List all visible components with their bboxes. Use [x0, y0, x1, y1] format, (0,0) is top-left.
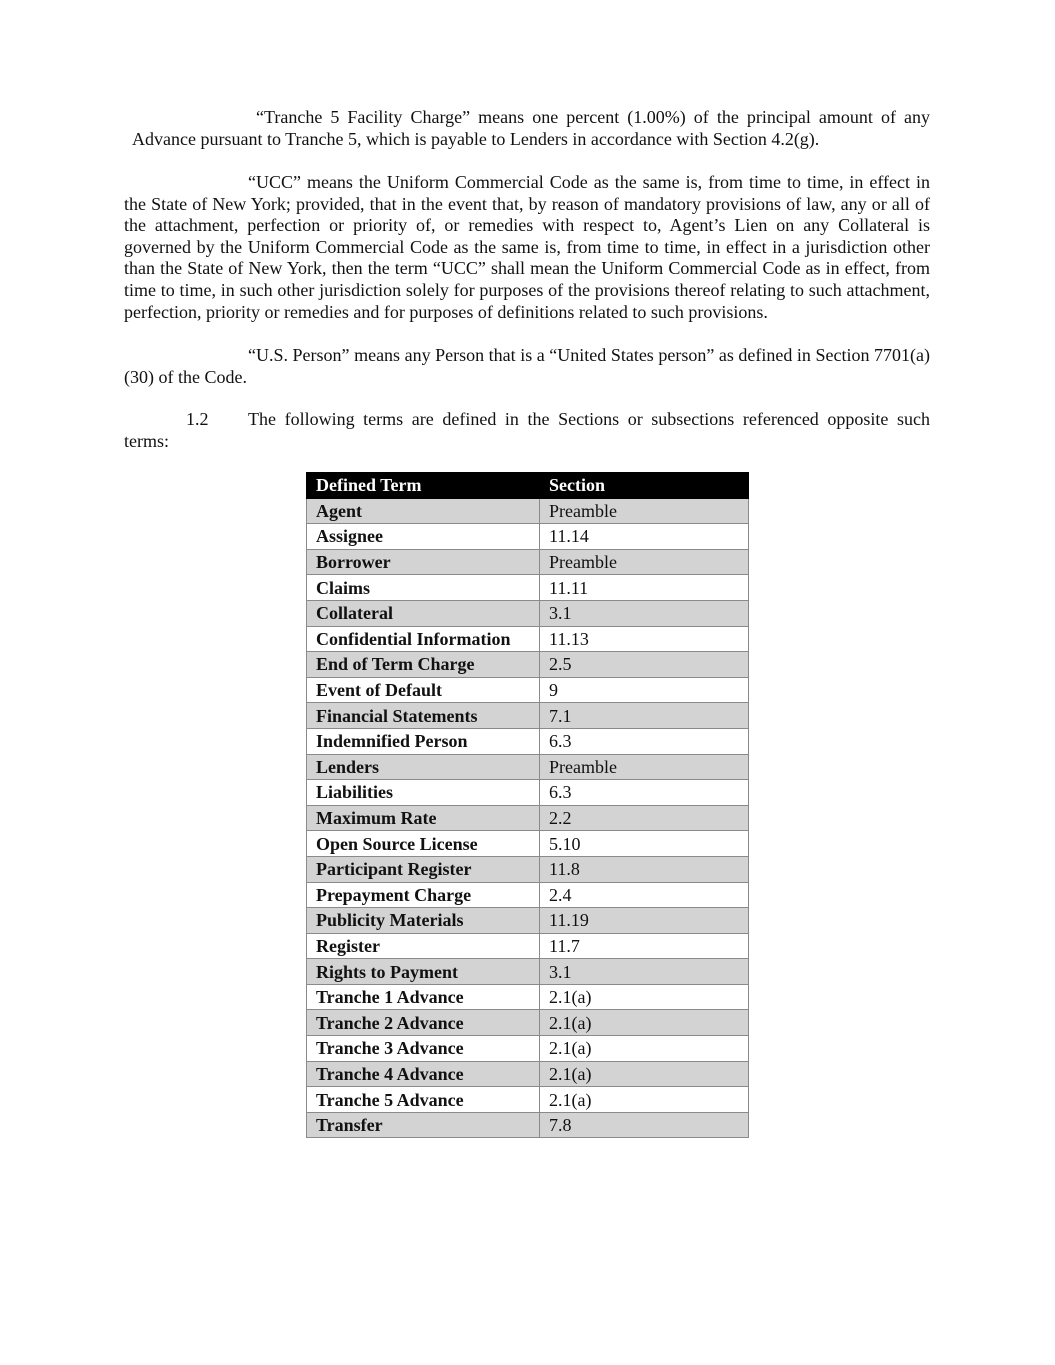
defined-term-cell: Event of Default	[307, 677, 540, 703]
section-cell: 7.8	[540, 1112, 749, 1138]
defined-term-cell: Collateral	[307, 600, 540, 626]
section-cell: 5.10	[540, 831, 749, 857]
section-cell: 7.1	[540, 703, 749, 729]
defined-term-cell: Tranche 3 Advance	[307, 1036, 540, 1062]
defined-term-cell: Tranche 5 Advance	[307, 1087, 540, 1113]
table-header-row	[307, 473, 749, 499]
table-row	[307, 600, 749, 626]
table-row	[307, 780, 749, 806]
section-cell: 9	[540, 677, 749, 703]
section-cell: Preamble	[540, 754, 749, 780]
section-cell: 2.2	[540, 805, 749, 831]
defined-term-cell: Prepayment Charge	[307, 882, 540, 908]
table-row	[307, 984, 749, 1010]
section-cell: 11.7	[540, 933, 749, 959]
defined-term-cell: Indemnified Person	[307, 728, 540, 754]
table-row	[307, 1061, 749, 1087]
defined-term-cell: Tranche 1 Advance	[307, 984, 540, 1010]
section-1-2-paragraph	[124, 409, 930, 452]
section-cell: Preamble	[540, 498, 749, 524]
section-cell: 3.1	[540, 600, 749, 626]
column-header-defined-term: Defined Term	[307, 473, 540, 499]
defined-term-cell: Assignee	[307, 524, 540, 550]
defined-term-cell: Claims	[307, 575, 540, 601]
section-number: 1.2	[186, 409, 209, 429]
defined-term-cell: Transfer	[307, 1112, 540, 1138]
table-row	[307, 1010, 749, 1036]
table-row	[307, 754, 749, 780]
table-row	[307, 728, 749, 754]
defined-term-cell: Agent	[307, 498, 540, 524]
definition-tranche5-facility-charge: “Tranche 5 Facility Charge” means one percent (1.00%) of the principal amount of any Advance pursuant to Tranche 5, which is payable to Lenders in accordance with Section 4.2(g).	[132, 107, 930, 149]
section-cell: Preamble	[540, 549, 749, 575]
defined-term-cell: Publicity Materials	[307, 908, 540, 934]
definition-ucc: “UCC” means the Uniform Commercial Code as the same is, from time to time, in effect in the State of New York; provided, that in the event that, by reason of mandatory provisions of law, any or all of the attachment, perfection or priority of, or remedies with respect to, Agent’s Lien on any Collateral is governed by the Uniform Commercial Code as the same is, from time to time, in effect in a jurisdiction other than the State of New York, then the term “UCC” shall mean the Uniform Commercial Code as in effect, from time to time, in such other jurisdiction solely for purposes of the provisions thereof relating to such attachment, perfection, priority or remedies and for purposes of definitions related to such provisions.	[124, 172, 930, 322]
section-cell: 2.1(a)	[540, 1087, 749, 1113]
section-cell: 2.1(a)	[540, 984, 749, 1010]
table-row	[307, 1112, 749, 1138]
section-cell: 2.5	[540, 652, 749, 678]
defined-term-cell: Register	[307, 933, 540, 959]
defined-term-cell: Open Source License	[307, 831, 540, 857]
table-row	[307, 908, 749, 934]
section-cell: 11.11	[540, 575, 749, 601]
defined-term-cell: End of Term Charge	[307, 652, 540, 678]
table-row	[307, 677, 749, 703]
section-cell: 11.13	[540, 626, 749, 652]
defined-term-cell: Rights to Payment	[307, 959, 540, 985]
defined-term-cell: Tranche 4 Advance	[307, 1061, 540, 1087]
section-cell: 2.1(a)	[540, 1036, 749, 1062]
table-row	[307, 575, 749, 601]
table-row	[307, 626, 749, 652]
table-row	[307, 805, 749, 831]
defined-term-cell: Financial Statements	[307, 703, 540, 729]
table-row	[307, 831, 749, 857]
defined-terms-table	[306, 472, 749, 1138]
section-cell: 6.3	[540, 780, 749, 806]
section-cell: 6.3	[540, 728, 749, 754]
defined-term-cell: Tranche 2 Advance	[307, 1010, 540, 1036]
definition-us-person: “U.S. Person” means any Person that is a “United States person” as defined in Section 7701(a)(30) of the Code.	[124, 345, 930, 387]
table-row	[307, 933, 749, 959]
table-body	[307, 498, 749, 1138]
defined-term-cell: Liabilities	[307, 780, 540, 806]
column-header-section: Section	[540, 473, 749, 499]
table-row	[307, 959, 749, 985]
section-1-2-text: The following terms are defined in the Sections or subsections referenced opposite such terms:	[124, 409, 930, 451]
defined-term-cell: Borrower	[307, 549, 540, 575]
table-row	[307, 856, 749, 882]
section-cell: 11.8	[540, 856, 749, 882]
table-row	[307, 882, 749, 908]
table-row	[307, 549, 749, 575]
table-row	[307, 524, 749, 550]
section-cell: 2.1(a)	[540, 1010, 749, 1036]
defined-term-cell: Participant Register	[307, 856, 540, 882]
table-row	[307, 498, 749, 524]
defined-term-cell: Lenders	[307, 754, 540, 780]
defined-term-cell: Maximum Rate	[307, 805, 540, 831]
section-cell: 11.14	[540, 524, 749, 550]
table-row	[307, 1087, 749, 1113]
section-cell: 2.4	[540, 882, 749, 908]
section-cell: 11.19	[540, 908, 749, 934]
defined-term-cell: Confidential Information	[307, 626, 540, 652]
table-row	[307, 1036, 749, 1062]
section-cell: 2.1(a)	[540, 1061, 749, 1087]
table-row	[307, 703, 749, 729]
table-row	[307, 652, 749, 678]
section-cell: 3.1	[540, 959, 749, 985]
